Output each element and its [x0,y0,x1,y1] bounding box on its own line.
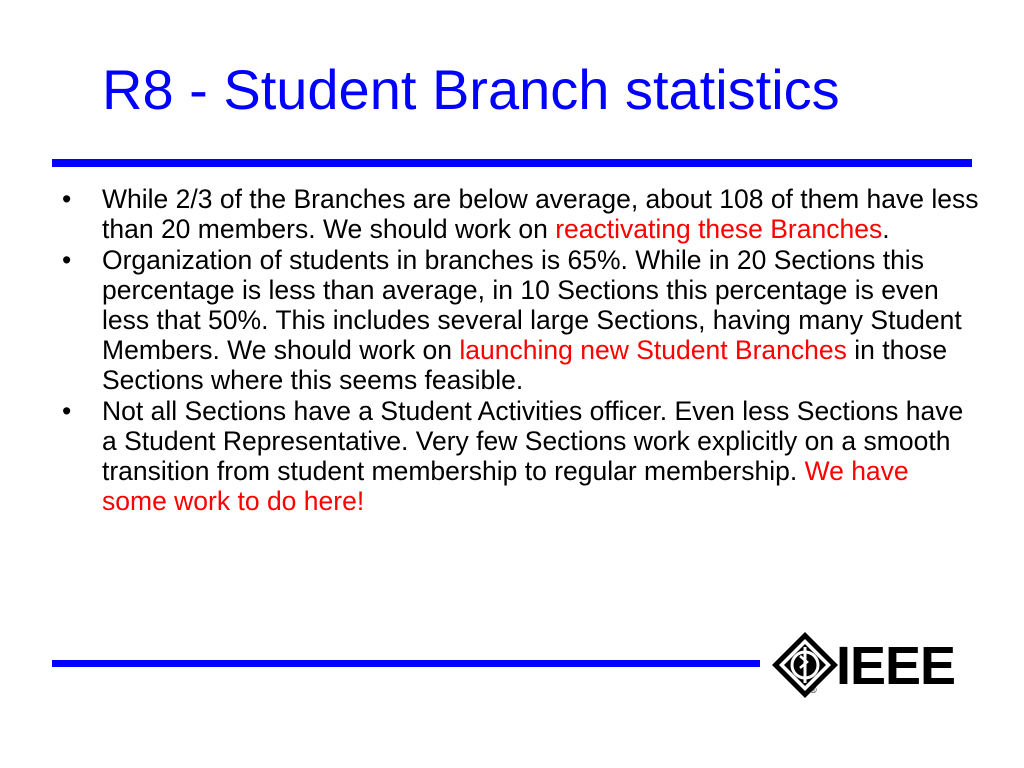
bullet-list [0,184,980,517]
bullet-text: Organization of students in branches is 65%. While in 20 Sections this percentage is less than average, in 10 Sections this percentage is even less that 50%. This includes several large Sections, having many Student Members. We should work on [102,245,962,365]
highlight-text: launching new Student Branches [459,335,847,365]
ieee-kite-icon [770,630,840,700]
bullet-text: . [882,214,890,244]
bullet-item-branches [0,184,980,244]
bullet-item-sections [0,396,980,516]
highlight-text: reactivating these Branches [555,214,883,244]
ieee-wordmark: IEEE [836,636,956,696]
bullet-text: While 2/3 of the Branches are below average, about 108 of them have less than 20 members. We should work on [102,184,979,244]
slide-title: R8 - Student Branch statistics [102,58,840,121]
registered-mark: ® [810,685,817,695]
footer-divider [52,660,760,667]
bullet-item-organization [0,245,980,395]
bullet-text: Not all Sections have a Student Activities officer. Even less Sections have a Student Representative. Very few Sections work explicitly on a smooth transition from student membership to regular membership. [102,396,964,486]
ieee-logo [770,630,975,700]
bullet-marker: • [62,245,72,275]
title-divider [52,159,972,167]
bullet-marker: • [62,184,72,214]
bullet-text: in those Sections where this seems feasible. [102,335,948,395]
highlight-text: We have some work to do here! [102,456,909,516]
bullet-marker: • [62,396,72,426]
